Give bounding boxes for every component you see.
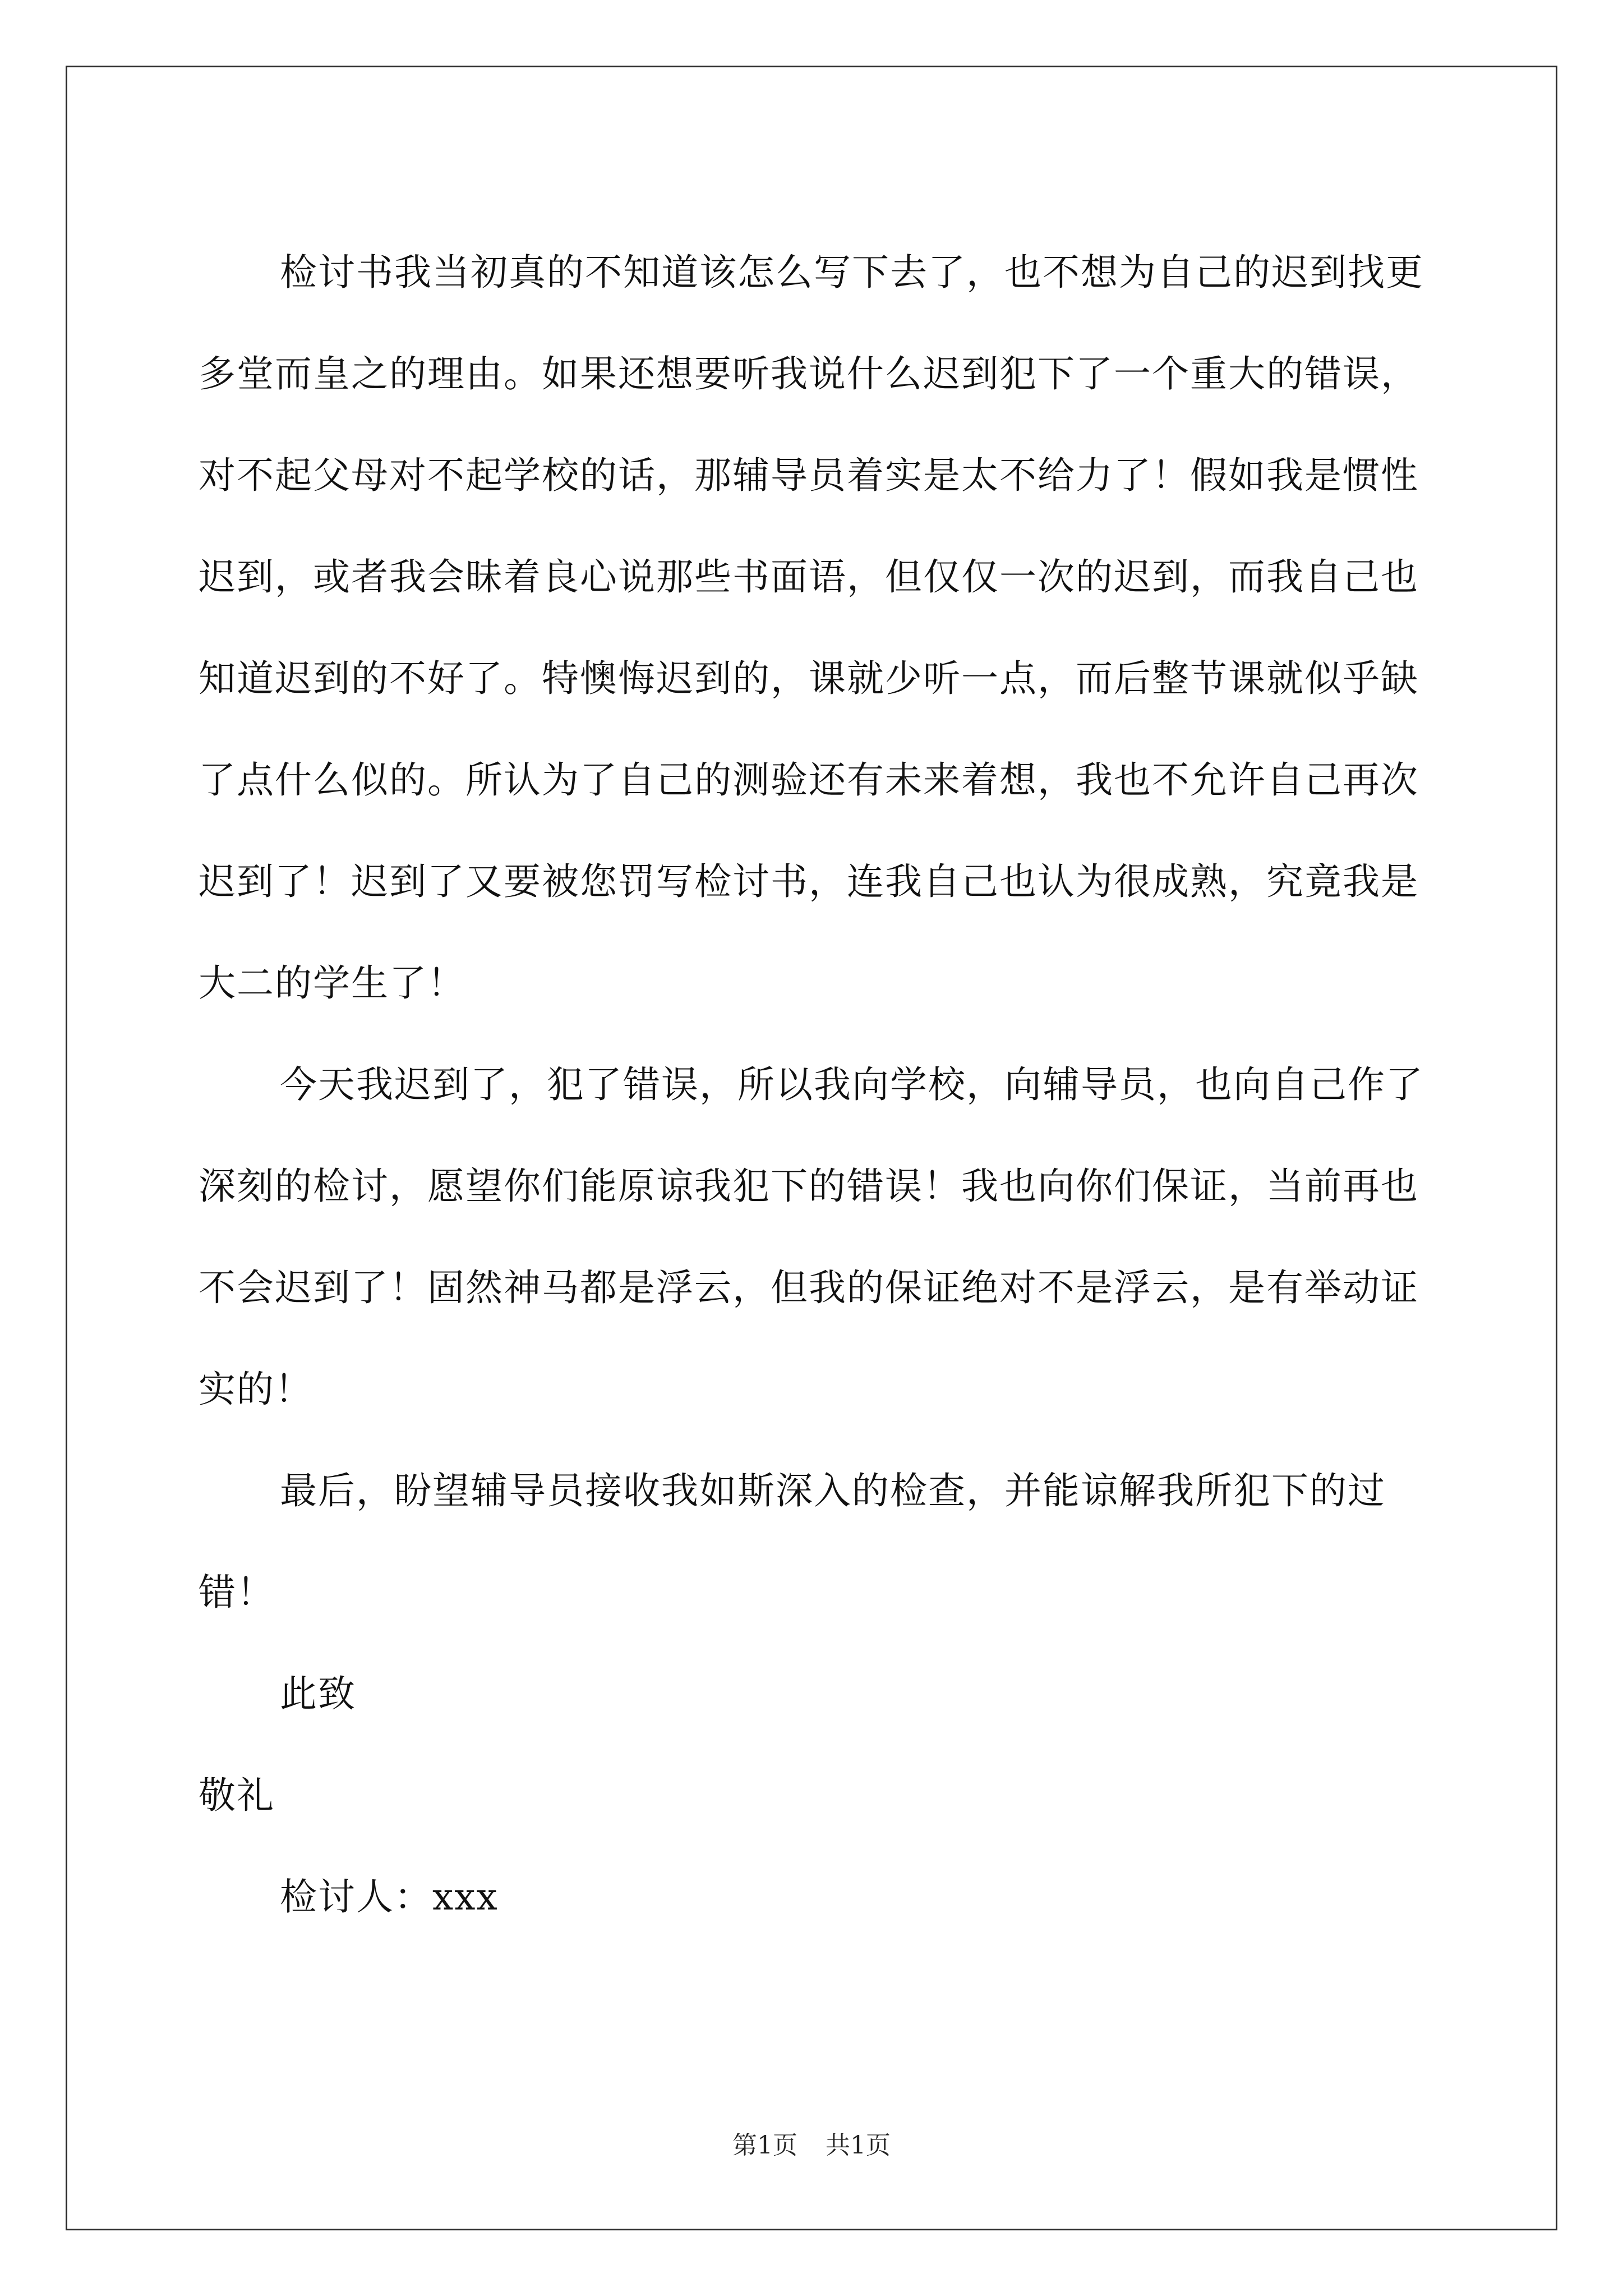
closing-regards: 敬礼 [199,1774,275,1817]
paragraph-2: 今天我迟到了，犯了错误，所以我向学校，向辅导员，也向自己作了深刻的检讨，愿望你们能原谅我犯下的错误！我也向你们保证，当前再也不会迟到了！固然神马都是浮云，但我的保证绝对不是浮云，是有举动证实的！ [199,1063,1424,1411]
closing-salutation: 此致 [280,1672,356,1715]
page-number-total: 共1页 [826,2131,891,2160]
paragraph-3: 最后，盼望辅导员接收我如斯深入的检查，并能谅解我所犯下的过错！ [199,1469,1386,1614]
page-footer [0,2129,1623,2162]
document-body [199,222,1432,1948]
paragraph-1: 检讨书我当初真的不知道该怎么写下去了，也不想为自己的迟到找更多堂而皇之的理由。如果还想要听我说什么迟到犯下了一个重大的错误，对不起父母对不起学校的话，那辅导员着实是太不给力了！假如我是惯性迟到，或者我会昧着良心说那些书面语，但仅仅一次的迟到，而我自己也知道迟到的不好了。特懊悔迟到的，课就少听一点，而后整节课就似乎缺了点什么似的。所认为了自己的测验还有未来着想，我也不允许自己再次迟到了！迟到了又要被您罚写检讨书，连我自己也认为很成熟，究竟我是大二的学生了！ [199,251,1424,1005]
page-number-current: 第1页 [732,2131,797,2160]
signature-line: 检讨人：xxx [280,1875,499,1918]
